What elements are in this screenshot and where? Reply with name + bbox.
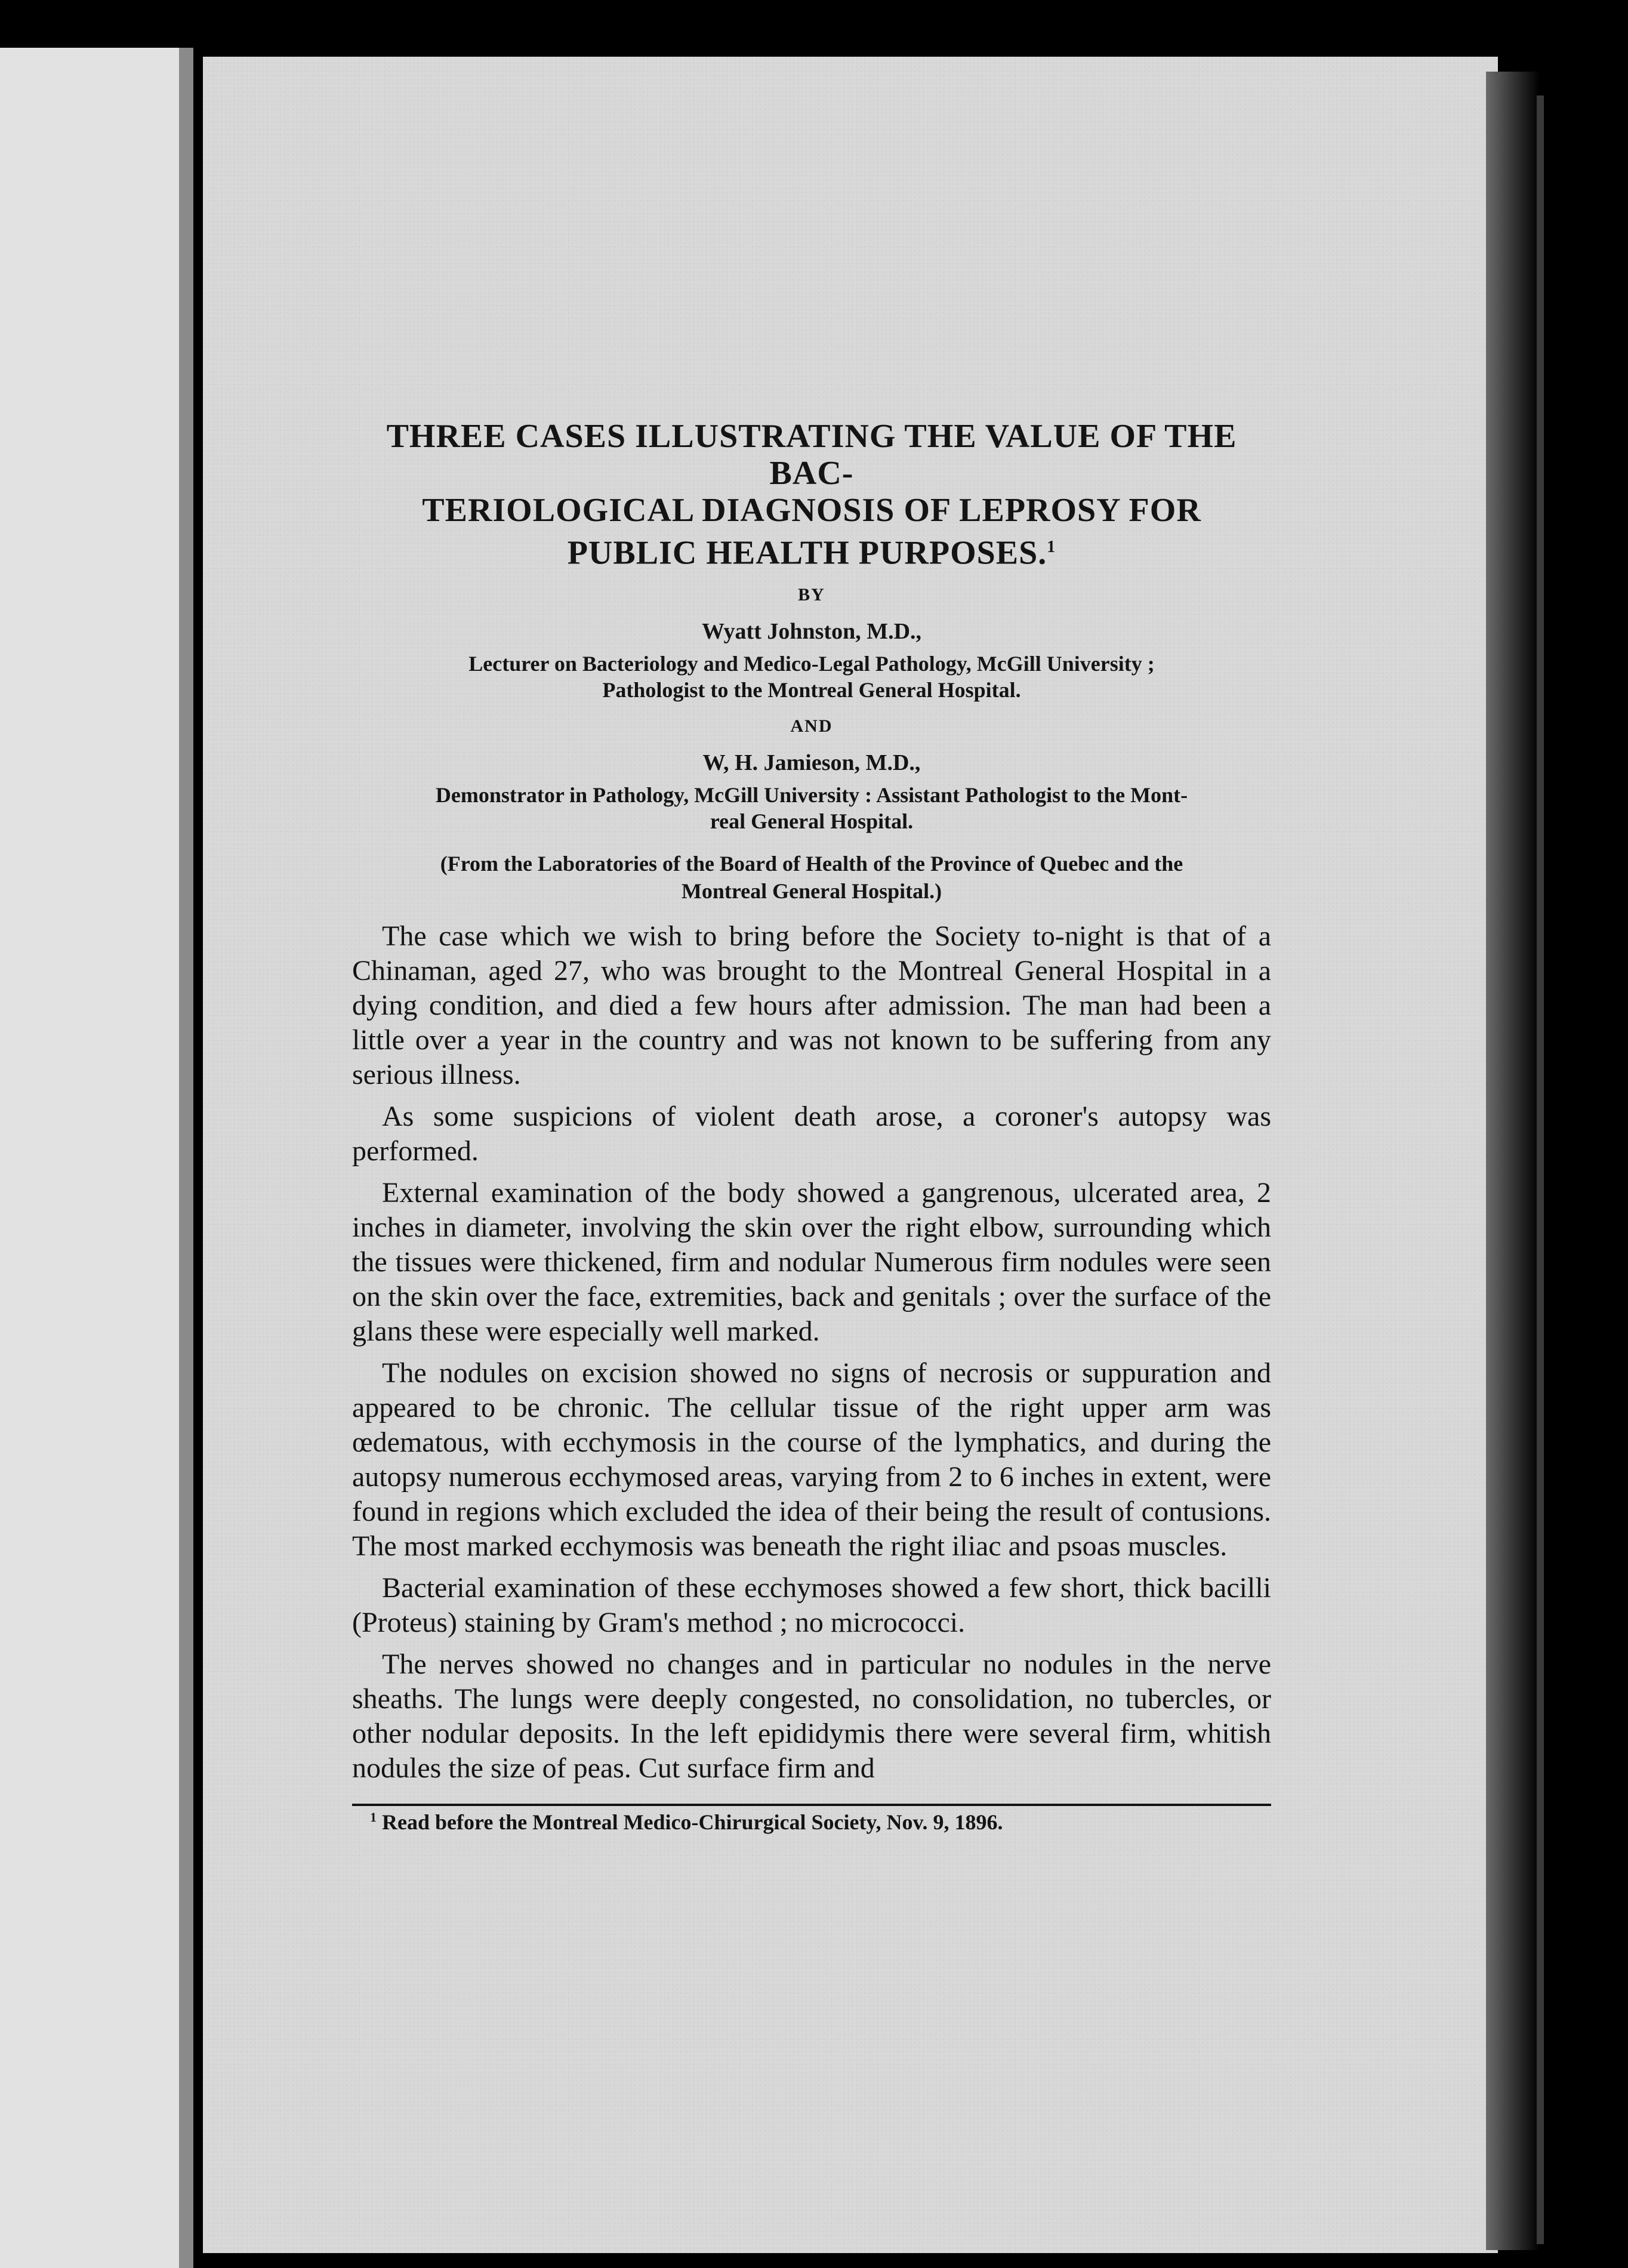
title-line: PUBLIC HEALTH PURPOSES.$^1$ [567,534,1056,572]
article-content [352,418,1271,1835]
page-edge-shadow [1486,72,1540,2250]
and-label: AND [790,716,833,736]
by-label: BY [798,584,825,605]
title-line: THREE CASES ILLUSTRATING THE VALUE OF THE BAC- [386,418,1237,492]
article-body [352,919,1271,1786]
source-note [352,850,1271,905]
footnote-mark: 1 [370,1809,377,1825]
title-line: TERIOLOGICAL DIAGNOSIS OF LEPROSY FOR [422,492,1201,529]
footnote-text: Read before the Montreal Medico-Chirurgical Society, Nov. 9, 1896. [382,1810,1003,1834]
affiliation-line: Demonstrator in Pathology, McGill University : Assistant Pathologist to the Mont- [435,782,1188,807]
affiliation-line: real General Hospital. [710,809,914,833]
body-paragraph: The nerves showed no changes and in particular no nodules in the nerve sheaths. The lungs were deeply congested, no consolidation, no tubercles, or other nodular deposits. In the left epididymis there were several firm, whitish nodules the size of peas. Cut surface firm and [352,1648,1271,1784]
affiliation-line: Lecturer on Bacteriology and Medico-Legal Pathology, McGill University ; [468,651,1155,676]
body-paragraph: As some suspicions of violent death arose, a coroner's autopsy was performed. [352,1100,1271,1167]
article-title [352,418,1271,572]
body-paragraph: The nodules on excision showed no signs of necrosis or suppuration and appeared to be chronic. The cellular tissue of the right upper arm was œdematous, with ecchymosis in the course of the lymphatics, and during the autopsy numerous ecchymosed areas, varying from 2 to 6 inches in extent, were found in regions which excluded the idea of their being the result of contusions. The most marked ecchymosis was beneath the right iliac and psoas muscles. [352,1357,1271,1562]
source-line: Montreal General Hospital.) [681,879,942,903]
body-paragraph: External examination of the body showed a gangrenous, ulcerated area, 2 inches in diameter, involving the skin over the right elbow, surrounding which the tissues were thickened, firm and nodular Numerous firm nodules were seen on the skin over the face, extremities, back and genitals ; over the surface of the glans these were especially well marked. [352,1176,1271,1347]
body-paragraph: The case which we wish to bring before the Society to-night is that of a Chinaman, aged 27, who was brought to the Montreal General Hospital in a dying condition, and died a few hours after admission. The man had been a little over a year in the country and was not known to be suffering from any serious illness. [352,920,1271,1090]
footnote [352,1810,1271,1835]
source-line: (From the Laboratories of the Board of Health of the Province of Quebec and the [440,851,1183,876]
left-page-binding [179,48,193,2268]
author-name: W, H. Jamieson, M.D., [702,750,921,775]
author-affiliation [352,651,1271,703]
left-page-margin [0,48,191,2268]
title-footnote-mark: 1 [1047,538,1056,556]
body-paragraph: Bacterial examination of these ecchymoses showed a few short, thick bacilli (Proteus) staining by Gram's method ; no micrococci. [352,1571,1271,1638]
page-edge-line [1537,95,1544,2244]
author-affiliation [352,782,1271,834]
author-name: Wyatt Johnston, M.D., [701,618,922,644]
footnote-divider [352,1804,1271,1806]
affiliation-line: Pathologist to the Montreal General Hospital. [602,677,1021,702]
